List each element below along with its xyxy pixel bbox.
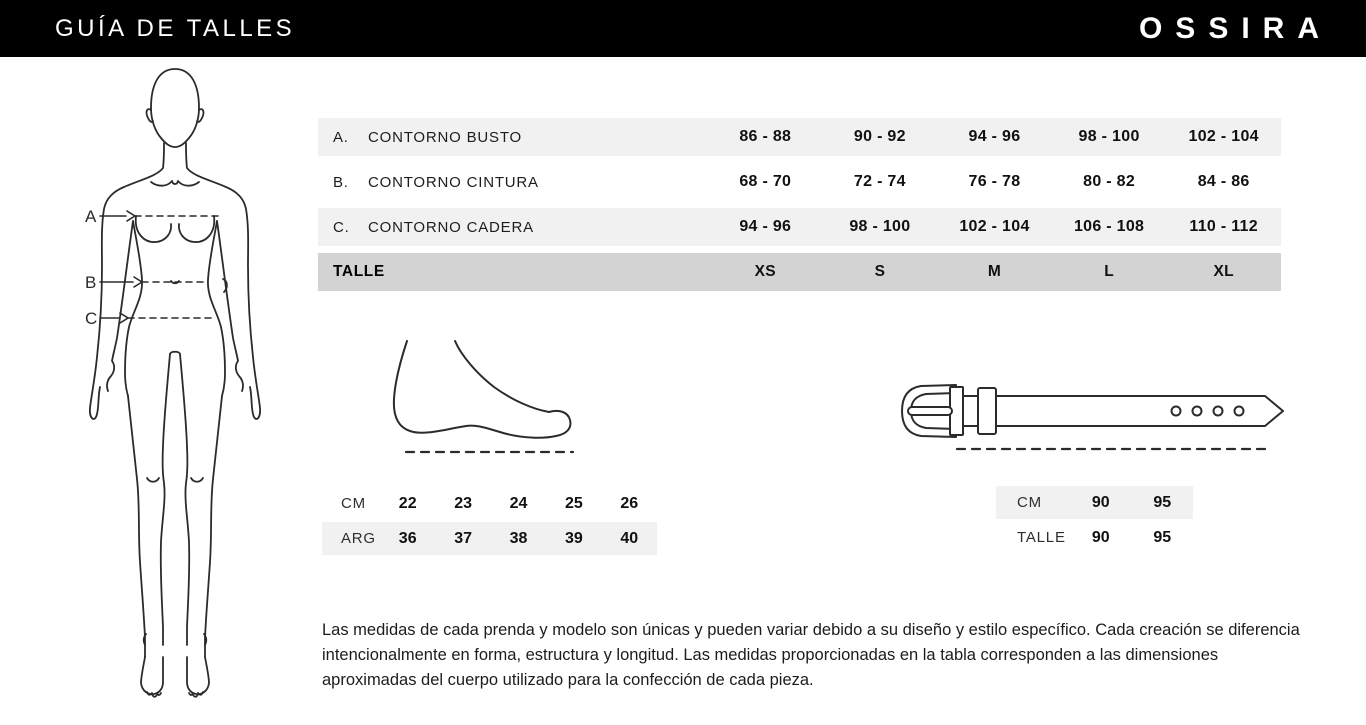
shoe-arg-row bbox=[322, 522, 657, 555]
measurement-markers bbox=[85, 207, 218, 328]
size-value: 102 - 104 bbox=[1188, 128, 1259, 145]
foot-illustration bbox=[394, 341, 573, 452]
shoe-cm-value: 23 bbox=[454, 494, 472, 512]
talle-header: TALLE bbox=[333, 263, 385, 280]
size-value: 106 - 108 bbox=[1073, 218, 1145, 235]
arrow-right-icon bbox=[127, 211, 135, 221]
shoe-arg-label: ARG bbox=[341, 530, 376, 547]
size-value: 68 - 70 bbox=[739, 173, 792, 190]
size-value: 76 - 78 bbox=[968, 173, 1021, 190]
size-table-row-cadera bbox=[318, 208, 1281, 246]
size-value: 72 - 74 bbox=[853, 173, 906, 190]
shoe-size-table bbox=[322, 487, 657, 557]
size-name-s: S bbox=[874, 263, 886, 280]
size-value: 94 - 96 bbox=[739, 218, 792, 235]
size-value: 98 - 100 bbox=[849, 218, 911, 235]
shoe-cm-label: CM bbox=[341, 495, 366, 512]
row-letter: B. bbox=[333, 173, 349, 191]
marker-c-label: C bbox=[85, 309, 98, 328]
shoe-arg-value: 38 bbox=[509, 529, 528, 547]
belt-talle-row bbox=[996, 521, 1193, 554]
row-letter: A. bbox=[333, 128, 349, 146]
belt-size-table bbox=[996, 486, 1193, 556]
shoe-cm-value: 22 bbox=[398, 494, 417, 512]
row-letter: C. bbox=[333, 218, 350, 236]
belt-illustration bbox=[902, 385, 1283, 449]
page-title: GUÍA DE TALLES bbox=[55, 14, 296, 42]
size-name-m: M bbox=[987, 263, 1002, 280]
size-value: 90 - 92 bbox=[853, 128, 906, 145]
brand-logo: OSSIRA bbox=[1138, 11, 1332, 45]
size-name-xs: XS bbox=[754, 263, 776, 280]
shoe-arg-value: 39 bbox=[564, 529, 583, 547]
belt-talle-value: 95 bbox=[1153, 528, 1172, 546]
arrow-right-icon bbox=[120, 313, 128, 323]
row-name: CONTORNO BUSTO bbox=[368, 128, 522, 146]
shoe-arg-value: 40 bbox=[620, 529, 639, 547]
header-bar bbox=[0, 0, 1366, 57]
size-value: 94 - 96 bbox=[968, 128, 1021, 145]
size-table-row-busto bbox=[318, 118, 1281, 156]
row-name: CONTORNO CADERA bbox=[368, 218, 534, 236]
size-value: 110 - 112 bbox=[1189, 218, 1258, 235]
shoe-cm-value: 26 bbox=[620, 494, 639, 512]
size-table-row-talle bbox=[318, 253, 1281, 291]
belt-keeper bbox=[978, 388, 996, 434]
size-table bbox=[318, 118, 1281, 291]
size-name-xl: XL bbox=[1213, 263, 1234, 280]
belt-cm-label: CM bbox=[1017, 494, 1042, 511]
belt-talle-value: 90 bbox=[1091, 528, 1110, 546]
marker-b-label: B bbox=[85, 273, 97, 292]
size-value: 84 - 86 bbox=[1197, 173, 1250, 190]
shoe-arg-value: 37 bbox=[454, 529, 472, 547]
size-value: 86 - 88 bbox=[739, 128, 792, 145]
size-value: 102 - 104 bbox=[959, 218, 1030, 235]
size-table-row-cintura bbox=[318, 163, 1281, 201]
arrow-right-icon bbox=[134, 277, 142, 287]
shoe-cm-value: 24 bbox=[509, 494, 528, 512]
belt-cm-value: 90 bbox=[1091, 493, 1110, 511]
shoe-cm-value: 25 bbox=[564, 494, 583, 512]
row-name: CONTORNO CINTURA bbox=[368, 173, 539, 191]
shoe-cm-row bbox=[322, 487, 657, 520]
belt-cm-row bbox=[996, 486, 1193, 519]
body-figure-illustration bbox=[90, 69, 260, 697]
size-name-l: L bbox=[1104, 263, 1114, 280]
size-value: 98 - 100 bbox=[1078, 128, 1140, 145]
shoe-arg-value: 36 bbox=[398, 529, 417, 547]
marker-a-label: A bbox=[85, 207, 97, 226]
measurement-disclaimer: Las medidas de cada prenda y modelo son únicas y pueden variar debido a su diseño y estilo específico. Cada creación se diferencia intencionalmente en forma, estructura y longitud. Las medidas proporcionadas en la tabla corresponden a las dimensiones aproximadas del cuerpo utilizado para la confección de cada pieza. bbox=[322, 620, 1300, 689]
size-value: 80 - 82 bbox=[1083, 173, 1136, 190]
belt-talle-label: TALLE bbox=[1017, 529, 1066, 546]
belt-cm-value: 95 bbox=[1153, 493, 1172, 511]
